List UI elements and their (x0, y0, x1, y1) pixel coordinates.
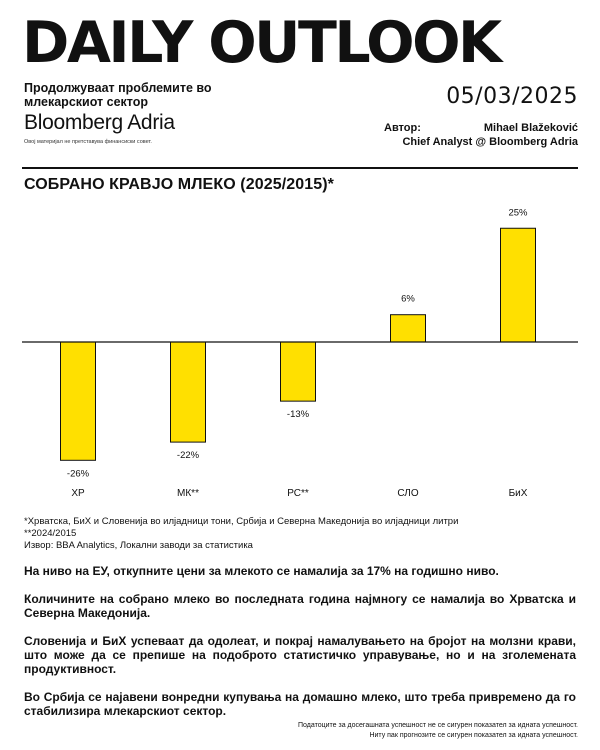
author-role: Chief Analyst @ Bloomberg Adria (402, 136, 578, 148)
financial-disclaimer: Овој материјал не претставува финансиски совет. (24, 139, 152, 145)
category-label-4: СЛО (397, 488, 419, 499)
header-divider (22, 167, 578, 169)
category-label-2: МК** (177, 488, 199, 499)
commentary-paragraph: Во Србија се најавени вонредни купувања на домашно млеко, што треба привремено да го стабилизира млекарскиот сектор. (24, 690, 576, 718)
data-label-5: 25% (508, 207, 528, 219)
bar-2 (171, 342, 206, 442)
bar-3 (281, 342, 316, 401)
report-subtitle: Продолжуваат проблемите во млекарскиот сектор (24, 81, 212, 109)
commentary (24, 564, 576, 732)
bar-1 (61, 342, 96, 460)
commentary-paragraph: На ниво на ЕУ, откупните цени за млекото се намалија за 17% на годишно ниво. (24, 564, 499, 578)
category-label-1: ХР (71, 488, 85, 499)
bar-4 (391, 315, 426, 342)
footnote-units: *Хрватска, БиХ и Словенија во илјадници тони, Србија и Северна Македонија во илјадници литри (24, 516, 459, 527)
data-label-4: 6% (401, 293, 415, 305)
data-label-2: -22% (176, 450, 200, 462)
bar-chart (0, 196, 600, 506)
footnotes (24, 516, 584, 552)
performance-disclaimer (178, 721, 578, 740)
footnote-source: Извор: BBA Analytics, Локални заводи за статистика (24, 540, 253, 551)
commentary-paragraph: Количините на собрано млеко во последната година најмногу се намалија во Хрватска и Северна Македонија. (24, 592, 576, 620)
report-date: 05/03/2025 (446, 84, 578, 109)
author-name: Mihael Blažeković (483, 122, 578, 134)
performance-disclaimer-line: Ниту пак прогнозите се сигурен показател за идната успешност. (369, 731, 578, 739)
data-label-3: -13% (286, 409, 310, 421)
brand-logo: Bloomberg Adria (24, 111, 175, 134)
author-label: Автор: (384, 122, 421, 134)
category-label-3: РС** (287, 488, 309, 499)
bar-5 (501, 228, 536, 342)
author-block (384, 121, 578, 149)
data-label-1: -26% (66, 468, 90, 480)
performance-disclaimer-line: Податоците за досегашната успешност не се сигурен показател за идната успешност. (298, 722, 578, 729)
footnote-period: **2024/2015 (24, 528, 77, 539)
chart-title: СОБРАНО КРАВЈО МЛЕКО (2025/2015)* (24, 176, 334, 193)
commentary-paragraph: Словенија и БиХ успеваат да одолеат, и покрај намалувањето на бројот на молзни крави, што може да се препише на подоброто статистичко управување, но и на зголемената продуктивност. (24, 634, 576, 676)
page-title: DAILY OUTLOOK (22, 10, 500, 76)
category-label-5: БиХ (508, 488, 528, 499)
